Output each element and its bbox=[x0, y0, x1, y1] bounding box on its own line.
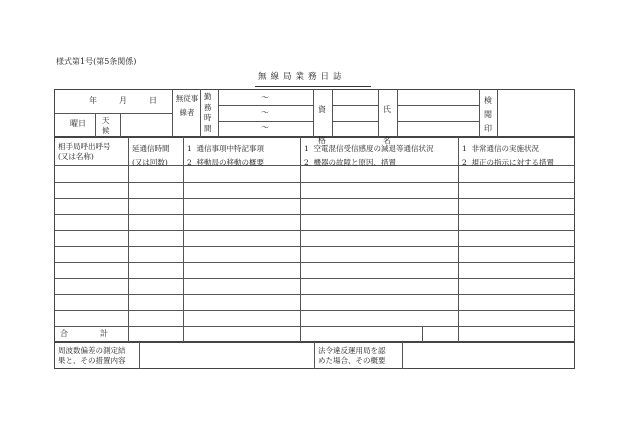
violation-report-label: 法令違反運用局を認 めた場合、その概要 bbox=[318, 346, 386, 365]
time-range-1: 〜 bbox=[261, 93, 269, 102]
document-title: 無線局業務日誌 bbox=[258, 72, 346, 82]
weekday-label: 曜日 bbox=[70, 119, 86, 128]
title-underline bbox=[255, 86, 371, 87]
frequency-deviation-label: 周波数偏差の測定結 果と、その措置内容 bbox=[58, 346, 126, 365]
year-label: 年 bbox=[89, 96, 97, 105]
weather-label: 天候 bbox=[102, 116, 110, 135]
column-header-emergency: 1 非常通信の実施状況 2 規正の指示に対する措置 bbox=[462, 144, 555, 167]
month-label: 月 bbox=[119, 96, 127, 105]
day-label: 日 bbox=[149, 96, 157, 105]
duty-hours-label: 勤務時間 bbox=[204, 92, 212, 133]
form-number-label: 様式第1号(第5条関係) bbox=[56, 57, 137, 66]
qualification-label: 資格 bbox=[318, 105, 326, 145]
name-label: 氏名 bbox=[383, 105, 391, 145]
time-range-3: 〜 bbox=[261, 123, 269, 132]
inspection-seal-label: 検閲印 bbox=[484, 96, 492, 133]
time-range-2: 〜 bbox=[261, 108, 269, 117]
operator-label: 無従事線者 bbox=[175, 94, 199, 117]
column-header-notes: 1 通信事項中特記事項 2 移動局の移動の概要 bbox=[187, 144, 265, 167]
column-header-conditions: 1 空電混信受信感度の減退等通信状況 2 機器の故障と原因、措置 bbox=[304, 144, 434, 167]
column-header-callsign: 相手局呼出呼号 (又は名称) bbox=[58, 142, 111, 161]
total-label: 合 計 bbox=[60, 329, 108, 338]
column-header-duration: 延通信時間 (又は回数) bbox=[132, 144, 170, 167]
